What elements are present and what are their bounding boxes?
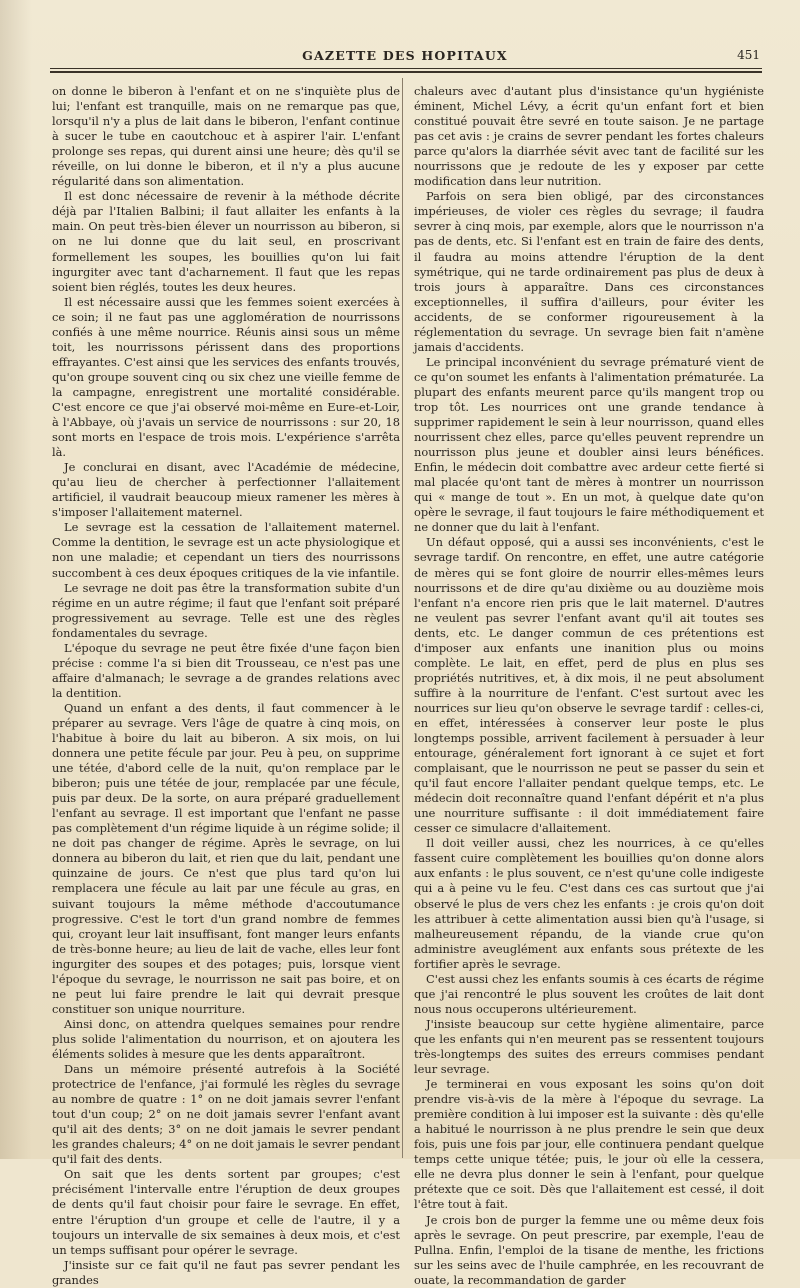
page-number: 451: [737, 48, 760, 62]
paragraph: Quand un enfant a des dents, il faut commencer à le préparer au sevrage. Vers l'âge de quatre à cinq mois, on l'habitue à boire du lait au biberon. A six mois, on lui donnera une petite fécule par jour. Peu à peu, on supprime une tétée, d'abord celle de la nuit, qu'on remplace par le biberon; puis une tétée de jour, remplacée par une fécule, puis par deux. De la sorte, on aura préparé graduellement l'enfant au sevrage. Il est important que l'enfant ne passe pas complètement d'un régime liquide à un régime solide; il ne doit pas changer de régime. Après le sevrage, on lui donnera au biberon du lait, et rien que du lait, pendant une quinzaine de jours. Ce n'est que plus tard qu'on lui remplacera une fécule au lait par une fécule au gras, en suivant toujours la même méthode d'accoutumance progressive. C'est le tort d'un grand nombre de femmes qui, croyant leur lait insuffisant, font manger leurs enfants de très-bonne heure; au lieu de lait de vache, elles leur font ingurgiter des soupes et des potages; puis, lorsque vient l'époque du sevrage, le nourrisson ne sait pas boire, et on ne peut lui faire prendre le lait qui devrait presque constituer son unique nourriture.: [52, 700, 400, 1016]
paragraph: Il est nécessaire aussi que les femmes soient exercées à ce soin; il ne faut pas une agglomération de nourrissons confiés à une même nourrice. Réunis ainsi sous un même toit, les nourrissons périssent dans des proportions effrayantes. C'est ainsi que les services des enfants trouvés, qu'on groupe souvent cinq ou six chez une vieille femme de la campagne, enregistrent une mortalité considérable. C'est encore ce que j'ai observé moi-même en Eure-et-Loir, à l'Abbaye, où j'avais un service de nourrissons : sur 20, 18 sont morts en l'espace de trois mois. L'expérience s'arrêta là.: [52, 294, 400, 460]
paragraph: On sait que les dents sortent par groupes; c'est précisément l'intervalle entre l'éruption de deux groupes de dents qu'il faut choisir pour faire le sevrage. En effet, entre l'éruption d'un groupe et celle de l'autre, il y a toujours un intervalle de six semaines à deux mois, et c'est un temps suffisant pour opérer le sevrage.: [52, 1167, 400, 1257]
paragraph: C'est aussi chez les enfants soumis à ces écarts de régime que j'ai rencontré le plus souvent les croûtes de lait dont nous nous occuperons ultérieurement.: [414, 971, 764, 1016]
paragraph: J'insiste sur ce fait qu'il ne faut pas sevrer pendant les grandes: [52, 1257, 400, 1287]
running-header: [50, 44, 760, 66]
paragraph: Un défaut opposé, qui a aussi ses inconvénients, c'est le sevrage tardif. On rencontre, en effet, une autre catégorie de mères qui se font gloire de nourrir elles-mêmes leurs nourrissons et de dire qu'au dixième ou au douzième mois l'enfant n'a encore rien pris que le lait maternel. D'autres ne veulent pas sevrer l'enfant avant qu'il ait toutes ses dents, etc. Le danger commun de ces prétentions est d'imposer aux enfants une inanition plus ou moins complète. Le lait, en effet, perd de plus en plus ses propriétés nutritives, et, à dix mois, il ne peut absolument suffire à la nourriture de l'enfant. C'est surtout avec les nourrices sur lieu qu'on observe le sevrage tardif : celles-ci, en effet, intéressées à conserver leur poste le plus longtemps possible, arrivent facilement à persuader à leur entourage, généralement fort ignorant à ce sujet et fort complaisant, que le nourrisson ne peut se passer du sein et qu'il faut encore l'allaiter pendant quelque temps, etc. Le médecin doit reconnaître quand l'enfant dépérit et n'a plus une nourriture suffisante : il doit immédiatement faire cesser ce simulacre d'allaitement.: [414, 535, 764, 836]
paragraph: Il doit veiller aussi, chez les nourrices, à ce qu'elles fassent cuire complètement les bouillies qu'on donne alors aux enfants : le plus souvent, ce n'est qu'une colle indigeste qui a à peine vu le feu. C'est dans ces cas surtout que j'ai observé le plus de vers chez les enfants : je crois qu'on doit les attribuer à cette alimentation aussi bien qu'à l'usage, si malheureusement répandu, de la viande crue qu'on administre aveuglément aux enfants sous prétexte de les fortifier après le sevrage.: [414, 836, 764, 971]
paragraph: Le sevrage ne doit pas être la transformation subite d'un régime en un autre régime; il faut que l'enfant soit préparé progressivement au sevrage. Telle est une des règles fondamentales du sevrage.: [52, 580, 400, 640]
paragraph: Ainsi donc, on attendra quelques semaines pour rendre plus solide l'alimentation du nourrison, et on ajoutera les éléments solides à mesure que les dents apparaîtront.: [52, 1016, 400, 1061]
paragraph: L'époque du sevrage ne peut être fixée d'une façon bien précise : comme l'a si bien dit Trousseau, ce n'est pas une affaire d'almanach; le sevrage a de grandes relations avec la dentition.: [52, 640, 400, 700]
paragraph: Dans un mémoire présenté autrefois à la Société protectrice de l'enfance, j'ai formulé les règles du sevrage au nombre de quatre : 1° on ne doit jamais sevrer l'enfant tout d'un coup; 2° on ne doit jamais sevrer l'enfant avant qu'il ait des dents; 3° on ne doit jamais le sevrer pendant les grandes chaleurs; 4° on ne doit jamais le sevrer pendant qu'il fait des dents.: [52, 1062, 400, 1167]
paragraph: Le sevrage est la cessation de l'allaitement maternel. Comme la dentition, le sevrage est un acte physiologique et non une maladie; et cependant un tiers des nourrissons succombent à ces deux époques critiques de la vie infantile.: [52, 520, 400, 580]
paragraph: Il est donc nécessaire de revenir à la méthode décrite déjà par l'Italien Balbini; il faut allaiter les enfants à la main. On peut très-bien élever un nourrisson au biberon, si on ne lui donne que du lait seul, en proscrivant formellement les soupes, les bouillies qu'on lui fait ingurgiter avec tant d'acharnement. Il faut que les repas soient bien réglés, toutes les deux heures.: [52, 189, 400, 294]
journal-title: GAZETTE DES HOPITAUX: [302, 48, 508, 63]
column-divider: [402, 78, 403, 1158]
paragraph: on donne le biberon à l'enfant et on ne s'inquiète plus de lui; l'enfant est tranquille, mais on ne remarque pas que, lorsqu'il n'y a plus de lait dans le biberon, l'enfant continue à sucer le tube en caoutchouc et à aspirer l'air. L'enfant prolonge ses repas, qui durent ainsi une heure; dès qu'il se réveille, on lui donne le biberon, et il n'y a plus aucune régularité dans son alimentation.: [52, 84, 400, 189]
paragraph: Je crois bon de purger la femme une ou même deux fois après le sevrage. On peut prescrire, par exemple, l'eau de Pullna. Enfin, l'emploi de la tisane de menthe, les frictions sur les seins avec de l'huile camphrée, en les recouvrant de ouate, la recommandation de garder: [414, 1212, 764, 1287]
paragraph: Parfois on sera bien obligé, par des circonstances impérieuses, de violer ces règles du sevrage; il faudra sevrer à cinq mois, par exemple, alors que le nourrisson n'a pas de dents, etc. Si l'enfant est en train de faire des dents, il faudra au moins attendre l'éruption de la dent symétrique, qui ne tarde ordinairement pas plus de deux à trois jours à apparaître. Dans ces circonstances exceptionnelles, il suffira d'ailleurs, pour éviter les accidents, de se conformer rigoureusement à la réglementation du sevrage. Un sevrage bien fait n'amène jamais d'accidents.: [414, 189, 764, 354]
right-column: [414, 84, 764, 1288]
paragraph: J'insiste beaucoup sur cette hygiène alimentaire, parce que les enfants qui n'en meurent pas se ressentent toujours très-longtemps des suites des erreurs commises pendant leur sevrage.: [414, 1016, 764, 1077]
header-rule-thick: [50, 71, 762, 73]
page-fold-shadow: [0, 0, 32, 1159]
left-column: [52, 84, 400, 1288]
paragraph: chaleurs avec d'autant plus d'insistance qu'un hygiéniste éminent, Michel Lévy, a écrit qu'un enfant fort et bien constitué pouvait être sevré en toute saison. Je ne partage pas cet avis : je crains de sevrer pendant les fortes chaleurs parce qu'alors la diarrhée sévit avec tant de facilité sur les nourrissons que je redoute de les y exposer par cette modification dans leur nutrition.: [414, 84, 764, 189]
paragraph: Je terminerai en vous exposant les soins qu'on doit prendre vis-à-vis de la mère à l'époque du sevrage. La première condition à lui imposer est la suivante : dès qu'elle a habitué le nourrisson à ne plus prendre le sein que deux fois, puis une fois par jour, elle continuera pendant quelque temps cette unique tétée; puis, le jour où elle la cessera, elle ne devra plus donner le sein à l'enfant, pour quelque prétexte que ce soit. Dès que l'allaitement est cessé, il doit l'être tout à fait.: [414, 1077, 764, 1212]
paragraph: Je conclurai en disant, avec l'Académie de médecine, qu'au lieu de chercher à perfectionner l'allaitement artificiel, il vaudrait beaucoup mieux ramener les mères à s'imposer l'allaitement maternel.: [52, 460, 400, 520]
header-rule-thin: [50, 68, 762, 69]
paragraph: Le principal inconvénient du sevrage prématuré vient de ce qu'on soumet les enfants à l'alimentation prématurée. La plupart des enfants meurent parce qu'ils mangent trop ou trop tôt. Les nourrices ont une grande tendance à supprimer rapidement le sein à leur nourrisson, quand elles nourrissent chez elles, parce qu'elles peuvent reprendre un nourrisson plus jeune et doubler ainsi leurs bénéfices. Enfin, le médecin doit combattre avec ardeur cette fierté si mal placée qu'ont tant de mères à montrer un nourrisson qui « mange de tout ». En un mot, à quelque date qu'on opère le sevrage, il faut toujours le faire méthodiquement et ne donner que du lait à l'enfant.: [414, 354, 764, 535]
